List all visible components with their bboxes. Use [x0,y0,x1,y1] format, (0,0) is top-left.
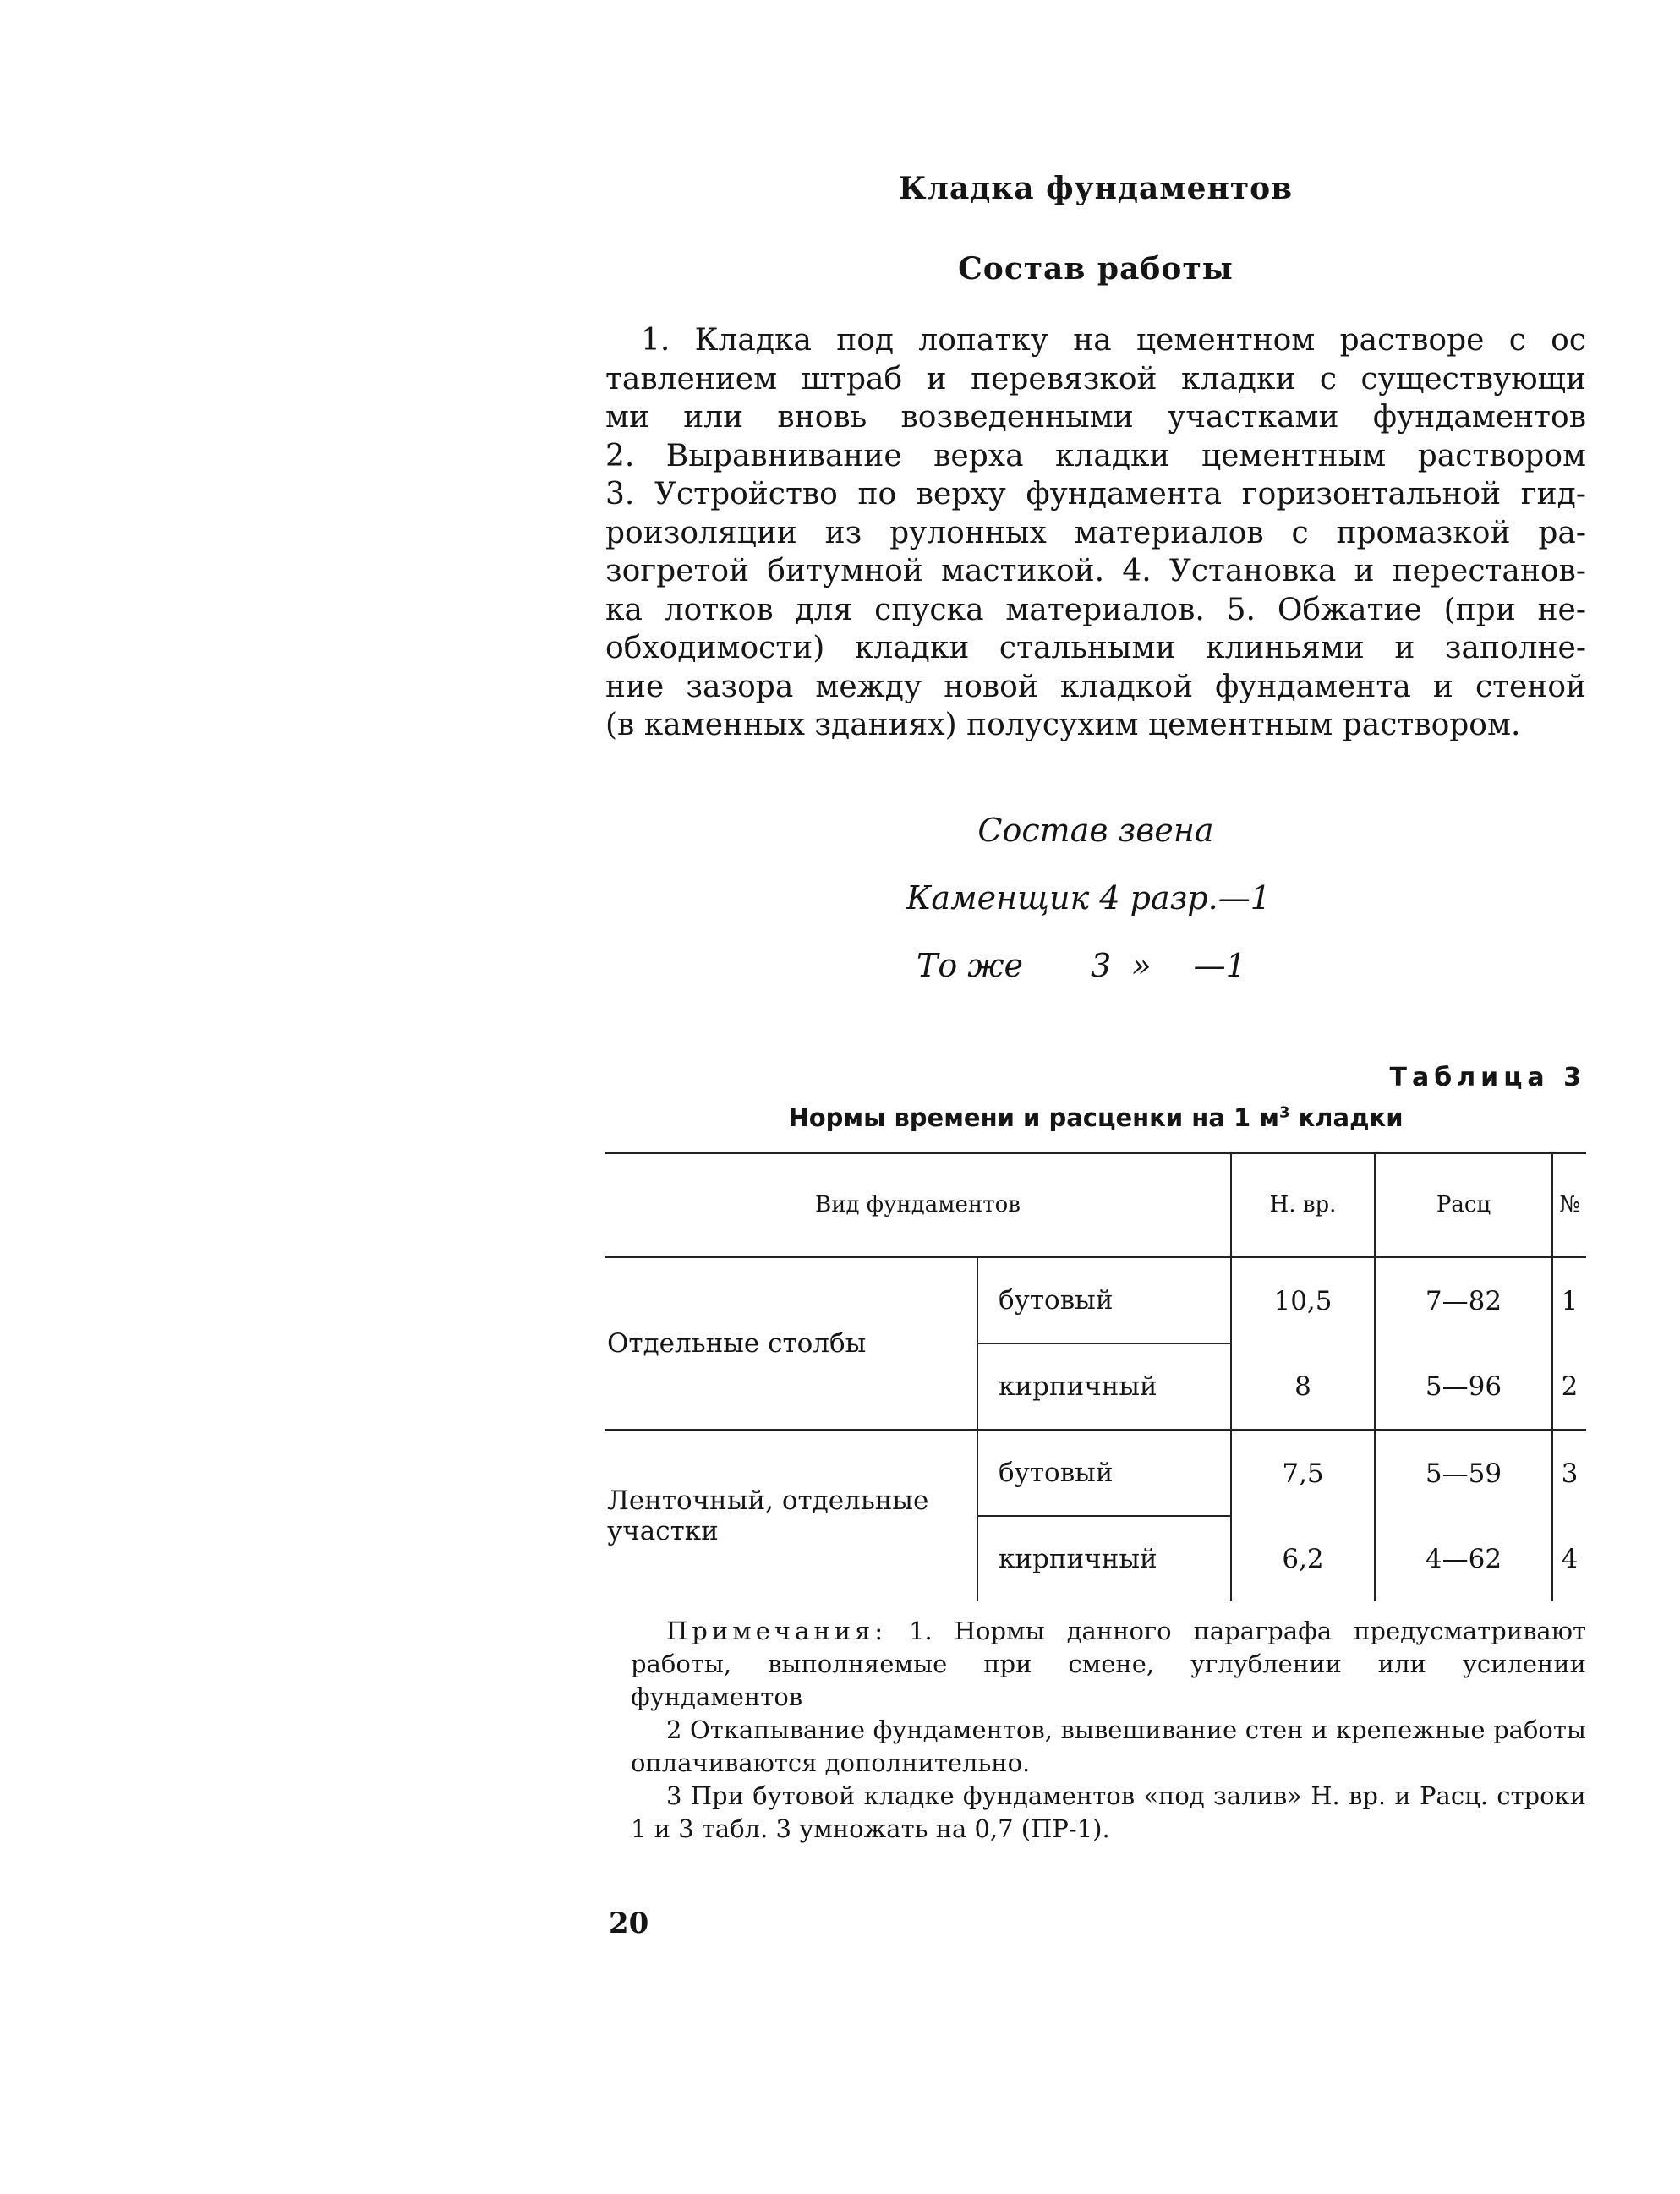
number-cell: 2 [1552,1343,1586,1430]
header-rate: Расц [1375,1153,1552,1257]
number-cell: 1 [1552,1257,1586,1344]
subtype-cell: кирпичный [977,1516,1231,1601]
norm-cell: 6,2 [1231,1516,1375,1601]
notes-block [631,1615,1586,1846]
number-cell: 4 [1552,1516,1586,1601]
note-2: 2 Откапывание фундаментов, вывешивание стен и крепежные работы оплачиваются дополнительно. [631,1715,1586,1777]
subtype-cell: кирпичный [977,1343,1231,1430]
work-line: 1. Кладка под лопатку на цементном растворе с ос [641,323,1586,358]
norms-table [605,1152,1586,1601]
note-1-text: 1. Нормы данного параграфа предусматривают работы, выполняемые при смене, углублении или усилении фундаментов [631,1617,1587,1711]
work-line: тавлением штраб и перевязкой кладки с существующи [605,361,1586,397]
work-line: ми или вновь возведенными участками фундаментов [605,400,1586,435]
brigade-row-mason: Каменщик 4 разр.—1 [906,879,1271,916]
table-title-text: Нормы времени и расценки на 1 м [788,1103,1279,1132]
rate-cell: 4—62 [1375,1516,1552,1601]
rate-cell: 5—96 [1375,1343,1552,1430]
table-row [605,1257,1586,1344]
note-3: 3 При бутовой кладке фундаментов «под залив» Н. вр. и Расц. строки 1 и 3 табл. 3 умножать на 0,7 (ПР-1). [631,1781,1586,1843]
work-line: (в каменных зданиях) полусухим цементным раствором. [605,708,1521,742]
table-row [605,1430,1586,1516]
work-line: роизоляции из рулонных материалов с промазкой ра- [605,515,1586,550]
note-1 [631,1615,1586,1714]
work-line: обходимости) кладки стальными клиньями и заполне- [605,631,1586,665]
section-heading: Кладка фундаментов [898,171,1294,206]
rate-cell: 5—59 [1375,1430,1552,1516]
norm-cell: 8 [1231,1343,1375,1430]
work-line: 2. Выравнивание верха кладки цементным раствором [605,438,1586,473]
table-header-row [605,1153,1586,1257]
work-line: ка лотков для спуска материалов. 5. Обжатие (при не- [605,592,1586,627]
subtype-cell: бутовый [977,1257,1231,1344]
table-title-suffix: кладки [1289,1103,1404,1132]
work-composition-heading: Состав работы [958,251,1234,287]
brigade-grade: 3 [1091,947,1112,984]
header-time-norm: Н. вр. [1231,1153,1375,1257]
work-line: 3. Устройство по верху фундамента горизонтальной гид- [605,477,1586,512]
norm-cell: 7,5 [1231,1430,1375,1516]
number-cell: 3 [1552,1430,1586,1516]
notes-label: Примечания: [666,1617,888,1645]
rate-cell: 7—82 [1375,1257,1552,1344]
work-line: зогретой битумной мастикой. 4. Установка и перестанов- [605,554,1586,588]
header-foundation-type: Вид фундаментов [605,1153,1231,1257]
table-title [605,1103,1586,1132]
brigade-row-same [917,947,1246,984]
header-number: № [1552,1153,1586,1257]
norm-cell: 10,5 [1231,1257,1375,1344]
page-number: 20 [609,1907,649,1940]
subtype-cell: бутовый [977,1430,1231,1516]
group-name: Ленточный, отдельные участки [607,1485,929,1546]
work-line: ние зазора между новой кладкой фундамента и стеной [605,669,1586,704]
brigade-ditto: » [1131,947,1152,984]
brigade-same-label: То же [917,947,1023,984]
brigade-title: Состав звена [977,812,1214,849]
brigade-count: —1 [1193,947,1246,984]
work-description [605,321,1586,745]
group-name: Отдельные столбы [605,1257,977,1431]
table-caption: Таблица 3 [1389,1063,1586,1092]
table-title-unit-power: 3 [1278,1103,1290,1122]
